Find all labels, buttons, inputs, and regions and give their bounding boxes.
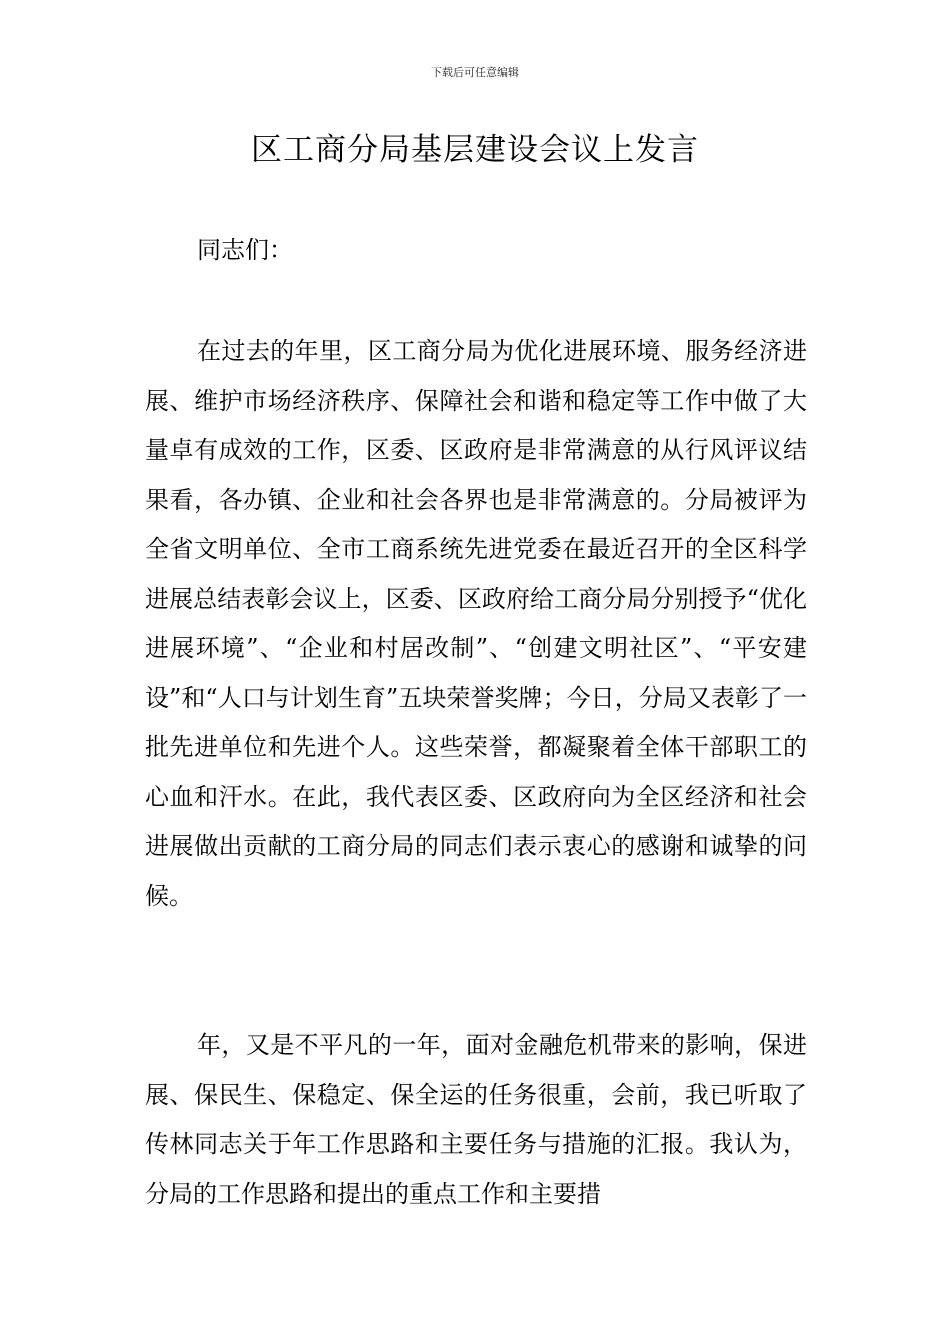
document-title: 区工商分局基层建设会议上发言 bbox=[251, 132, 699, 168]
salutation: 同志们： bbox=[197, 236, 293, 264]
paragraph-2: 年，又是不平凡的一年，面对金融危机带来的影响，保进展、保民生、保稳定、保全运的任务很重，会前，我已听取了传林同志关于年工作思路和主要任务与措施的汇报。我认为，分局的工作思路和提出的重点工作和主要措 bbox=[145, 1031, 807, 1208]
paragraph-1: 在过去的年里，区工商分局为优化进展环境、服务经济进展、维护市场经济秩序、保障社会和谐和稳定等工作中做了大量卓有成效的工作，区委、区政府是非常满意的从行风评议结果看，各办镇、企业和社会各界也是非常满意的。分局被评为全省文明单位、全市工商系统先进党委在最近召开的全区科学进展总结表彰会议上，区委、区政府给工商分局分别授予“优化进展环境”、“企业和村居改制”、“创建文明社区”、“平安建设”和“人口与计划生育”五块荣誉奖牌；今日，分局又表彰了一批先进单位和先进个人。这些荣誉，都凝聚着全体干部职工的心血和汗水。在此，我代表区委、区政府向为全区经济和社会进展做出贡献的工商分局的同志们表示衷心的感谢和诚挚的问候。 bbox=[145, 337, 807, 910]
header-note: 下载后可任意编辑 bbox=[431, 66, 519, 79]
